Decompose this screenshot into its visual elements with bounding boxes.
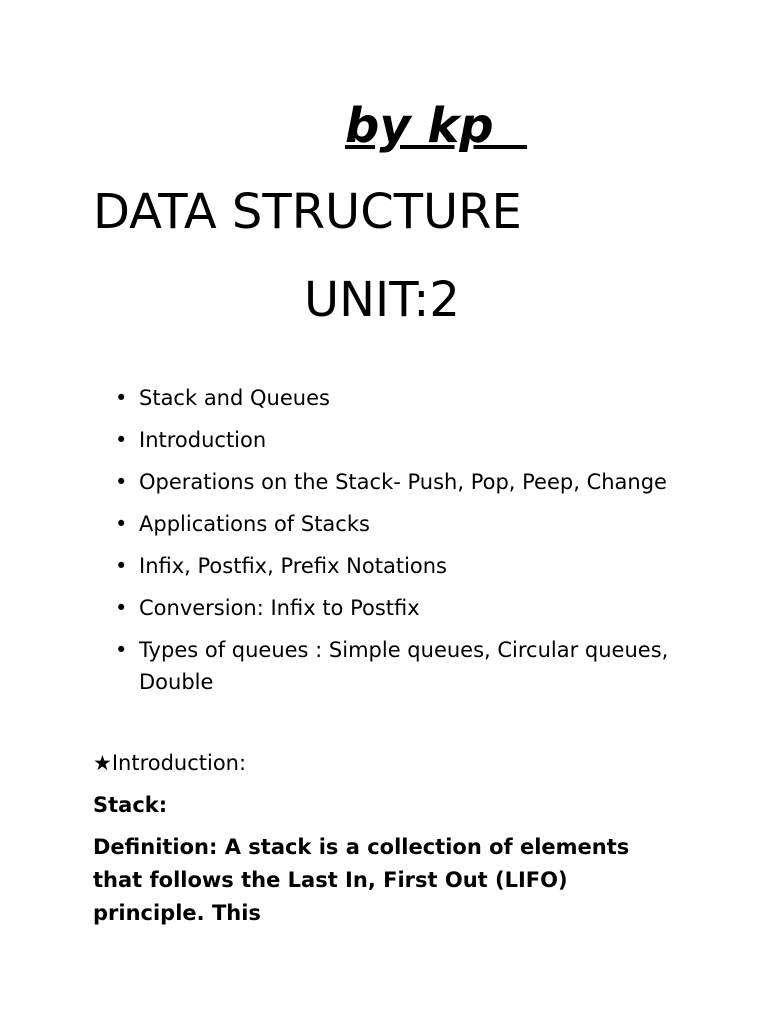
document-title: DATA STRUCTURE bbox=[93, 184, 522, 240]
list-item bbox=[93, 466, 693, 498]
topic-text: Infix, Postfix, Prefix Notations bbox=[139, 554, 447, 578]
list-item bbox=[93, 508, 693, 540]
topic-text: Applications of Stacks bbox=[139, 512, 370, 536]
topic-text: Stack and Queues bbox=[139, 386, 330, 410]
list-item bbox=[93, 424, 693, 456]
topic-text: Operations on the Stack- Push, Pop, Peep, Change bbox=[139, 470, 667, 494]
bullet-icon: • bbox=[115, 470, 128, 494]
unit-heading: UNIT:2 bbox=[304, 272, 460, 328]
bullet-icon: • bbox=[115, 554, 128, 578]
introduction-heading: ★Introduction: bbox=[93, 751, 247, 775]
list-item bbox=[93, 592, 693, 624]
topic-text: Conversion: Infix to Postfix bbox=[139, 596, 420, 620]
stack-definition: Definition: A stack is a collection of elements that follows the Last In, First Out (LIFO) principle. This bbox=[93, 835, 630, 925]
bullet-icon: • bbox=[115, 386, 128, 410]
topic-text: Types of queues : Simple queues, Circular queues, Double bbox=[139, 638, 669, 694]
bullet-icon: • bbox=[115, 596, 128, 620]
stack-heading: Stack: bbox=[93, 793, 168, 817]
list-item bbox=[93, 382, 693, 414]
author-byline: by kp bbox=[345, 98, 528, 154]
list-item bbox=[93, 634, 693, 698]
list-item bbox=[93, 550, 693, 582]
bullet-icon: • bbox=[115, 428, 128, 452]
bullet-icon: • bbox=[115, 638, 128, 662]
bullet-icon: • bbox=[115, 512, 128, 536]
topics-list bbox=[93, 382, 693, 708]
topic-text: Introduction bbox=[139, 428, 267, 452]
